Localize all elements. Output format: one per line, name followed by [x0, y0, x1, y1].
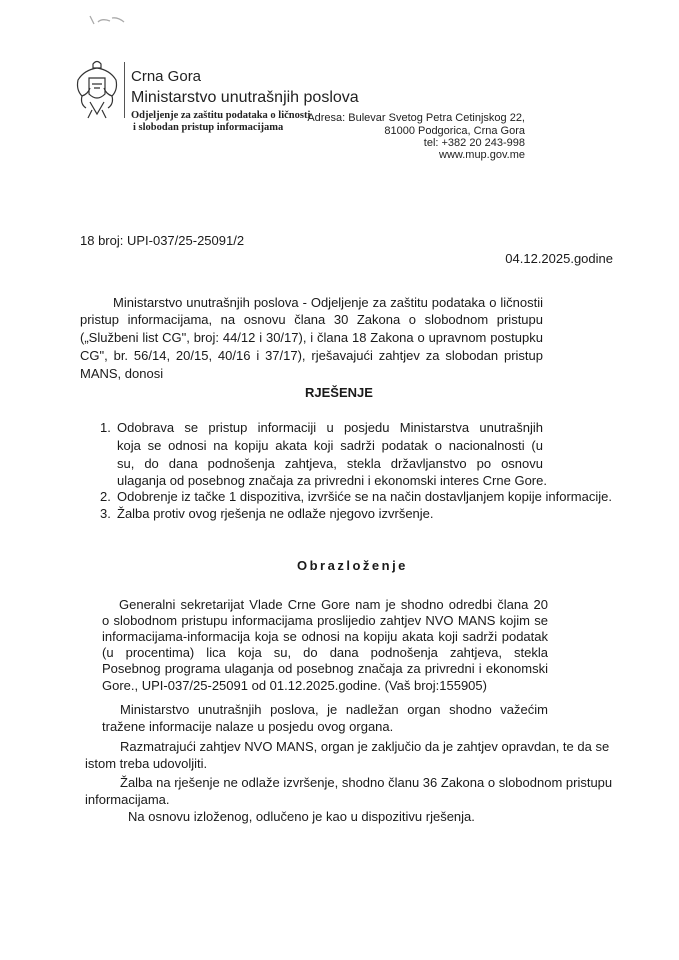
reasoning-line: informacijama-informacija koja se odnosi na kopiju akata koji sadrži podatak	[102, 629, 548, 644]
decision-item-line: su, do dana podnošenja zahtjeva, stekla državljanstvo po osnovu	[117, 456, 543, 471]
decision-item-line: Odobrenje iz tačke 1 dispozitiva, izvršiće se na način dostavljanjem kopije informacije.	[117, 489, 612, 504]
decision-item-line: ulaganja od posebnog značaja za privredni i ekonomski interes Crne Gore.	[117, 473, 547, 488]
reasoning-title: Obrazloženje	[297, 558, 408, 573]
intro-line: Ministarstvo unutrašnjih poslova - Odjeljenje za zaštitu podataka o ličnostii	[113, 295, 543, 310]
header-divider	[124, 62, 125, 118]
address-line: 81000 Podgorica, Crna Gora	[384, 125, 525, 137]
intro-line: MANS, donosi	[80, 366, 164, 381]
reasoning-line: tražene informacije nalaze u posjedu ovog organa.	[102, 719, 394, 734]
reasoning-line: o slobodnom pristupu informacijama proslijedio zahtjev NVO MANS kojim se	[102, 613, 548, 628]
country-name: Crna Gora	[131, 68, 202, 85]
reference-number: 18 broj: UPI-037/25-25091/2	[80, 233, 245, 248]
ministry-name: Ministarstvo unutrašnjih poslova	[131, 89, 359, 106]
phone: tel: +382 20 243-998	[423, 137, 525, 149]
reasoning-line: Razmatrajući zahtjev NVO MANS, organ je zaključio da je zahtjev opravdan, te da se	[120, 739, 610, 754]
intro-line: pristup informacijama, na osnovu člana 30 Zakona o slobodnom pristupu	[80, 312, 543, 327]
item-number: 3.	[100, 506, 111, 521]
reasoning-line: Ministarstvo unutrašnjih poslova, je nadležan organ shodno važećim	[120, 702, 548, 717]
handwritten-mark	[88, 14, 138, 28]
reasoning-line: informacijama.	[85, 792, 170, 807]
decision-title: RJEŠENJE	[305, 385, 373, 400]
decision-item-line: koja se odnosi na kopiju akata koji sadrži podatak o nacionalnosti (u	[117, 438, 543, 453]
document-date: 04.12.2025.godine	[505, 251, 613, 266]
reasoning-line: Posebnog programa ulaganja od posebnog značaja za privredni i ekonomski	[102, 661, 548, 676]
decision-item-line: Žalba protiv ovog rješenja ne odlaže njegovo izvršenje.	[117, 506, 434, 521]
reasoning-line: Generalni sekretarijat Vlade Crne Gore nam je shodno odredbi člana 20	[119, 597, 548, 612]
intro-line: („Službeni list CG", broj: 44/12 i 30/17), i člana 18 Zakona o upravnom postupku	[80, 330, 543, 345]
reasoning-line: istom treba udovoljiti.	[85, 756, 208, 771]
reasoning-line: (u procentima) lica koja su, do dana podnošenja zahtjeva, stekla	[102, 645, 548, 660]
website-link[interactable]: www.mup.gov.me	[439, 149, 525, 161]
item-number: 2.	[100, 489, 111, 504]
item-number: 1.	[100, 420, 111, 435]
decision-item-line: Odobrava se pristup informaciji u posjedu Ministarstva unutrašnjih	[117, 420, 543, 435]
department-line: i slobodan pristup informacijama	[133, 122, 284, 133]
reasoning-line: Gore., UPI-037/25-25091 od 01.12.2025.godine. (Vaš broj:155905)	[102, 678, 487, 693]
coat-of-arms-logo	[74, 58, 120, 122]
address-line: Adresa: Bulevar Svetog Petra Cetinjskog 22,	[307, 112, 525, 124]
intro-line: CG", br. 56/14, 20/15, 40/16 i 37/17), rješavajući zahtjev za slobodan pristup	[80, 348, 543, 363]
reasoning-line: Na osnovu izloženog, odlučeno je kao u dispozitivu rješenja.	[128, 809, 475, 824]
reasoning-line: Žalba na rješenje ne odlaže izvršenje, shodno članu 36 Zakona o slobodnom pristupu	[120, 775, 613, 790]
department-line: Odjeljenje za zaštitu podataka o ličnosti	[131, 110, 311, 121]
